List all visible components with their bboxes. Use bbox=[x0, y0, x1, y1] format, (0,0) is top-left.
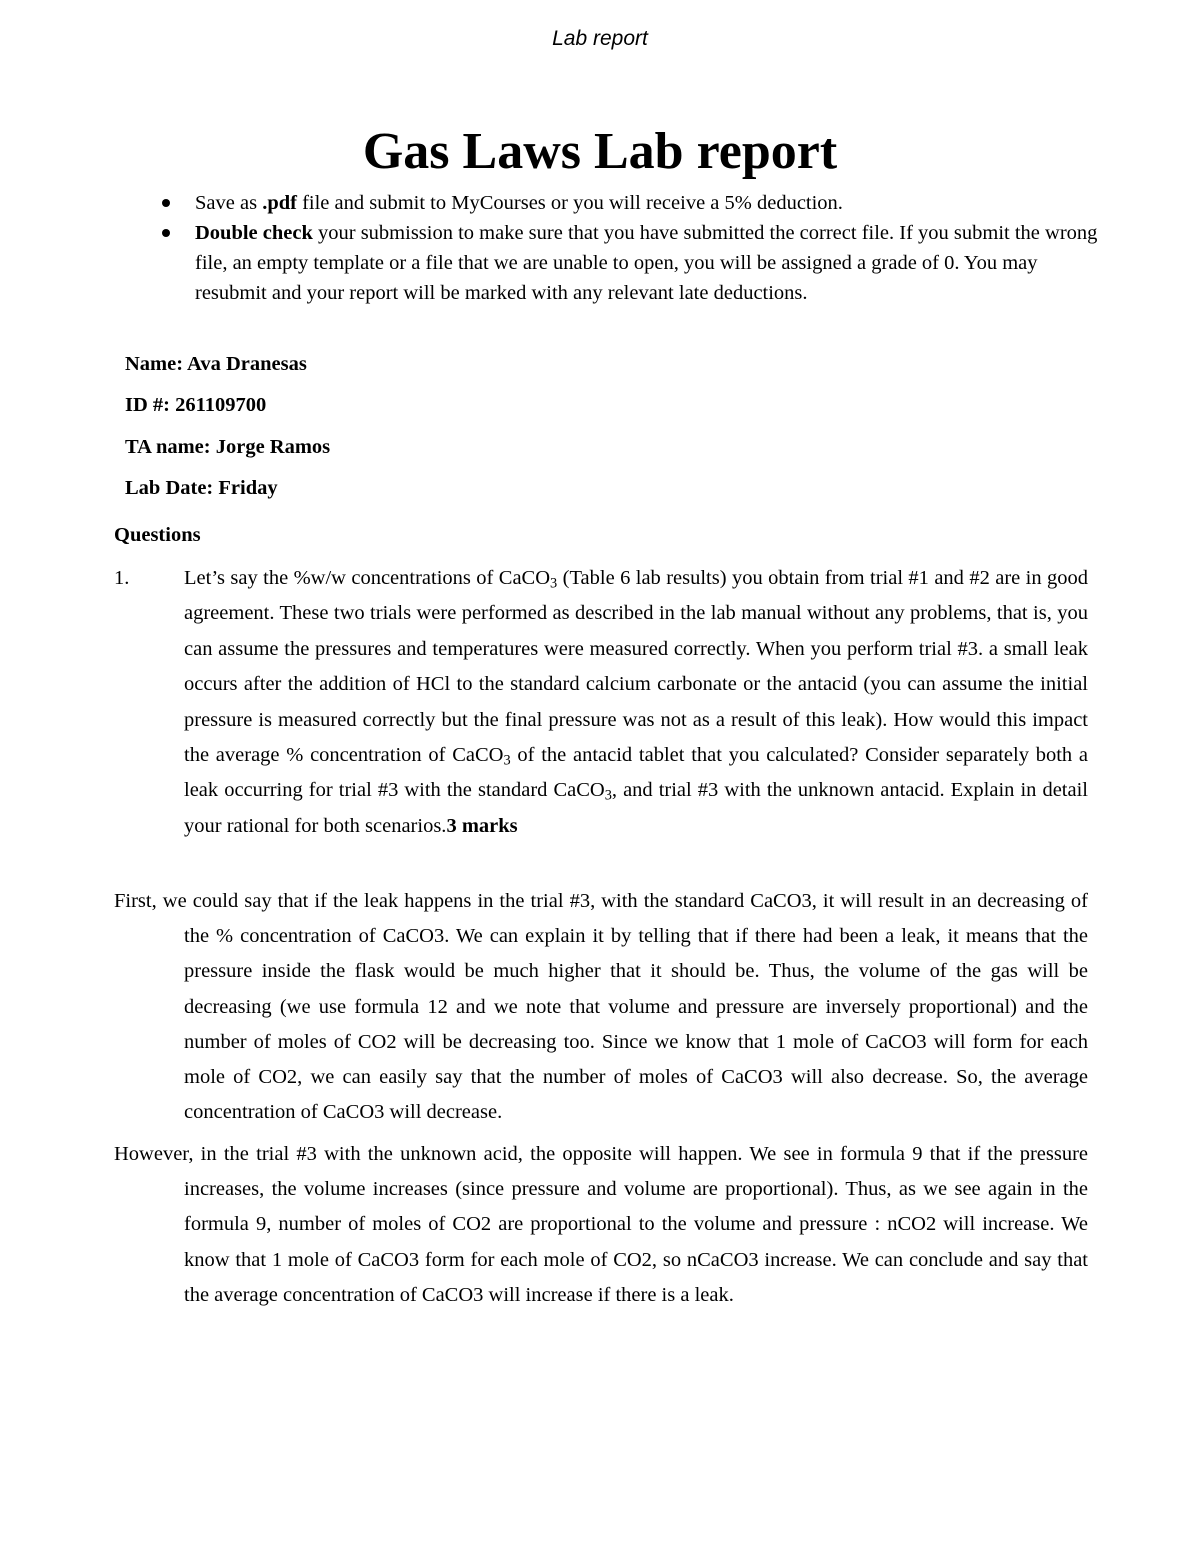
instruction-text: file and submit to MyCourses or you will receive a 5% deduction. bbox=[296, 192, 843, 214]
instructions-list bbox=[195, 188, 1107, 308]
instruction-text: Save as bbox=[195, 192, 263, 214]
instruction-emphasis: .pdf bbox=[262, 192, 297, 214]
ta-name: TA name: Jorge Ramos bbox=[125, 436, 331, 458]
running-header: Lab report bbox=[552, 27, 648, 50]
instruction-text: your submission to make sure that you have submitted the correct file. If you submit the wrong file, an empty template or a file that we are unable to open, you will be assigned a grade of 0. You may resubmit and your report will be marked with any relevant late deductions. bbox=[195, 222, 1098, 304]
lab-date: Lab Date: Friday bbox=[125, 477, 278, 499]
answer-paragraph-2: However, in the trial #3 with the unknown acid, the opposite will happen. We see in formula 9 that if the pressure increases, the volume increases (since pressure and volume are proportional). Thus, as we see again in the formula 9, number of moles of CO2 are proportional to the volume and pressure : nCO2 will increase. We know that 1 mole of CaCO3 form for each mole of CO2, so nCaCO3 increase. We can conclude and say that the average concentration of CaCO3 will increase if there is a leak. bbox=[114, 1143, 1088, 1306]
instruction-item bbox=[195, 218, 1107, 308]
subscript: 3 bbox=[503, 752, 511, 769]
subscript: 3 bbox=[550, 575, 558, 592]
question-text-part: of the antacid tablet that you calculated? Consider separately both a leak occurring for trial #3 with the standard CaCO bbox=[184, 744, 1089, 802]
instruction-emphasis: Double check bbox=[195, 222, 313, 244]
question-number: 1. bbox=[114, 567, 130, 589]
question-text-part: , and trial #3 with the unknown antacid. Explain in detail your rational for both scenarios. bbox=[184, 779, 1088, 837]
question-marks: 3 marks bbox=[446, 814, 518, 837]
answer-paragraph-1: First, we could say that if the leak happens in the trial #3, with the standard CaCO3, it will result in an decreasing of the % concentration of CaCO3. We can explain it by telling that if there had been a leak, it means that the pressure inside the flask would be much higher that it should be. Thus, the volume of the gas will be decreasing (we use formula 12 and we note that volume and pressure are inversely proportional) and the number of moles of CO2 will be decreasing too. Since we know that 1 mole of CaCO3 will form for each mole of CO2, we can easily say that the number of moles of CaCO3 will also decrease. So, the average concentration of CaCO3 will decrease. bbox=[114, 890, 1088, 1124]
instruction-item bbox=[195, 188, 1107, 218]
question-text bbox=[184, 561, 1088, 844]
student-name: Name: Ava Dranesas bbox=[125, 353, 307, 375]
page-title: Gas Laws Lab report bbox=[362, 123, 838, 180]
question-text-part: Let’s say the %w/w concentrations of CaCO bbox=[184, 567, 551, 589]
subscript: 3 bbox=[604, 788, 612, 805]
questions-heading: Questions bbox=[114, 524, 201, 546]
question-text-part: (Table 6 lab results) you obtain from trial #1 and #2 are in good agreement. These two trials were performed as described in the lab manual without any problems, that is, you can assume the pressures and temperatures were measured correctly. When you perform trial #3. a small leak occurs after the addition of HCl to the standard calcium carbonate or the antacid (you can assume the initial pressure is measured correctly but the final pressure was not as a result of this leak). How would this impact the average % concentration of CaCO bbox=[184, 567, 1089, 767]
student-id: ID #: 261109700 bbox=[125, 394, 267, 416]
